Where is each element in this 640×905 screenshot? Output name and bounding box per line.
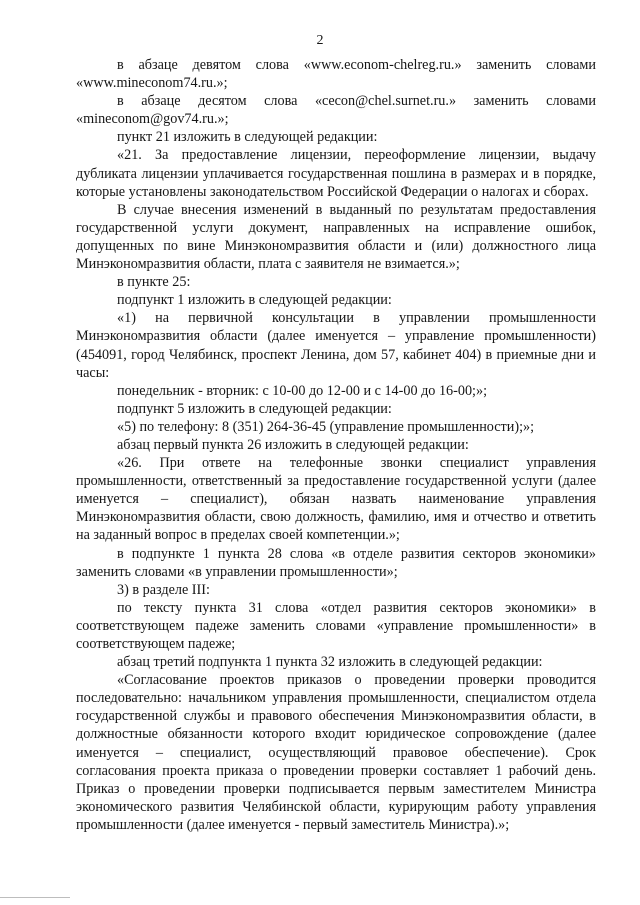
paragraph-4: «21. За предоставление лицензии, переоформление лицензии, выдачу дубликата лицензии уплачивается государственная пошлина в размерах и в порядке, которые установлены законодательством Российской Федерации о налогах и сборах. (76, 147, 596, 200)
paragraph-11: «5) по телефону: 8 (351) 264-36-45 (управление промышленности);»; (117, 418, 535, 435)
paragraph-14: в подпункте 1 пункта 28 слова «в отделе развития секторов экономики» заменить словами «в управлении промышленности»; (76, 545, 596, 580)
paragraph-6: в пункте 25: (117, 274, 191, 291)
paragraph-9: понедельник - вторник: с 10-00 до 12-00 и с 14-00 до 16-00;»; (117, 382, 488, 399)
paragraph-18: «Согласование проектов приказов о проведении проверки проводится последовательно: начальником управления промышленности, специалистом отдела государственной службы и правового обеспечения Минэкономразвития области, в должностные обязанности которого входит юридическое сопровождение (далее именуется – специалист, осуществляющий правовое обеспечение). Срок согласования проекта приказа о проведении проверки составляет 1 рабочий день. Приказ о проведении проверки подписывается первым заместителем Министра экономического развития Челябинской области, курирующим работу управления промышленности (далее именуется - первый заместитель Министра).»; (76, 672, 596, 833)
paragraph-10: подпункт 5 изложить в следующей редакции: (117, 400, 392, 417)
paragraph-7: подпункт 1 изложить в следующей редакции: (117, 292, 392, 309)
paragraph-13: «26. При ответе на телефонные звонки специалист управления промышленности, ответственный за предоставление государственной услуги (далее именуется – специалист), обязан назвать наименование управления Минэкономразвития области, свою должность, фамилию, имя и отчество и ответить на заданный вопрос в пределах своей компетенции.»; (76, 455, 596, 544)
paragraph-17: абзац третий подпункта 1 пункта 32 изложить в следующей редакции: (117, 654, 543, 671)
document-body (76, 56, 596, 834)
paragraph-16: по тексту пункта 31 слова «отдел развития секторов экономики» в соответствующем падеже заменить словами «управление промышленности» в соответствующем падеже; (76, 599, 596, 652)
paragraph-8: «1) на первичной консультации в управлении промышленности Минэкономразвития области (далее именуется – управление промышленности) (454091, город Челябинск, проспект Ленина, дом 57, кабинет 404) в приемные дни и часы: (76, 310, 596, 381)
paragraph-1: в абзаце девятом слова «www.econom-chelreg.ru.» заменить словами «www.mineconom74.ru.»; (76, 57, 596, 92)
paragraph-5: В случае внесения изменений в выданный по результатам предоставления государственной услуги документ, направленных на исправление ошибок, допущенных по вине Минэкономразвития области и (или) должностного лица Минэкономразвития области, плата с заявителя не взимается.»; (76, 201, 596, 273)
paragraph-12: абзац первый пункта 26 изложить в следующей редакции: (117, 436, 469, 453)
paragraph-3: пункт 21 изложить в следующей редакции: (117, 129, 378, 146)
footer-rule (0, 897, 70, 898)
page-number: 2 (316, 33, 324, 48)
paragraph-2: в абзаце десятом слова «cecon@chel.surnet.ru.» заменить словами «mineconom@gov74.ru.»; (76, 93, 596, 128)
paragraph-15: 3) в разделе III: (117, 581, 210, 598)
